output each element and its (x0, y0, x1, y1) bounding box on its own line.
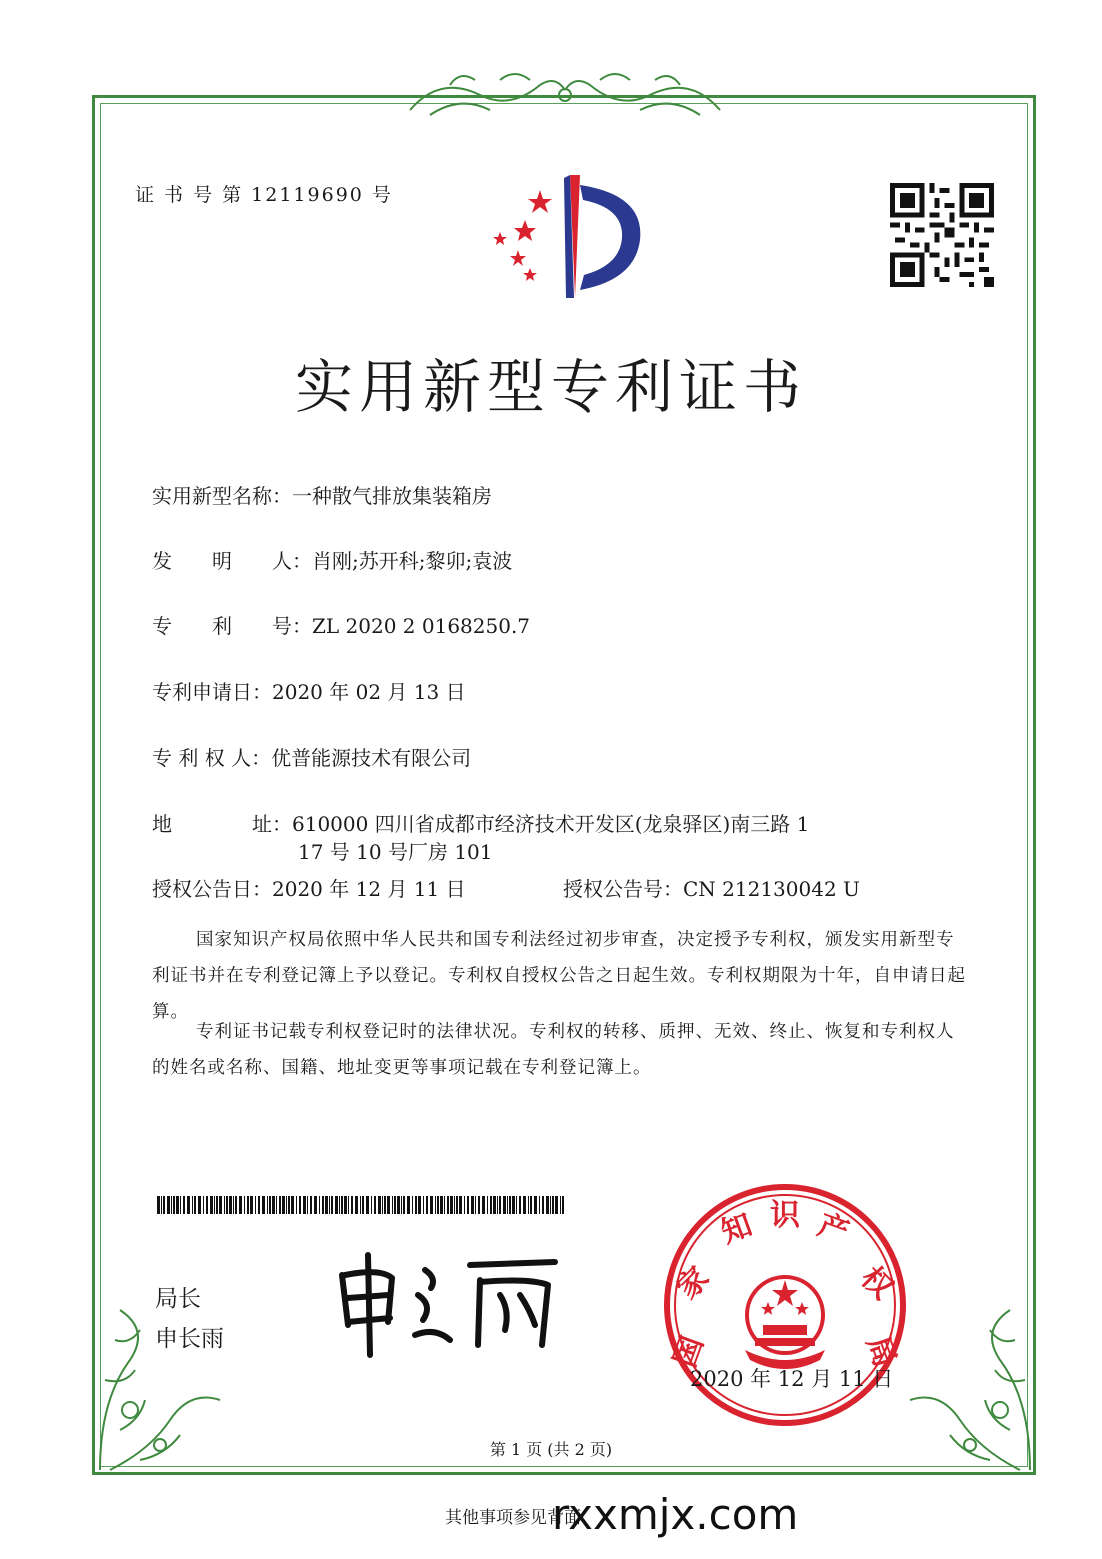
director-name: 申长雨 (155, 1326, 224, 1352)
watermark: rxxmjx.com (552, 1490, 799, 1539)
address-row (152, 808, 809, 837)
field-label: 专利申请日： (152, 680, 272, 704)
svg-text:权: 权 (853, 1260, 900, 1307)
field-label: 专 利 号： (152, 614, 312, 638)
cnipa-logo-icon (480, 170, 650, 300)
svg-text:国: 国 (667, 1331, 711, 1372)
statement-paragraph-1: 国家知识产权局依照中华人民共和国专利法经过初步审查，决定授予专利权，颁发实用新型专利证书并在专利登记簿上予以登记。专利权自授权公告之日起生效。专利权期限为十年，自申请日起算。 (152, 930, 966, 1022)
qr-code-icon[interactable] (890, 183, 994, 287)
patentee-row (152, 742, 471, 771)
grant-date-row (152, 873, 466, 902)
field-label: 地 址： (152, 812, 292, 836)
director-signature (330, 1250, 570, 1360)
svg-text:识: 识 (770, 1198, 800, 1233)
patent-number: ZL 2020 2 0168250.7 (312, 614, 531, 638)
grant-number-row (563, 873, 860, 902)
certificate-title: 实用新型专利证书 (294, 353, 807, 421)
utility-model-name: 一种散气排放集装箱房 (292, 484, 492, 508)
inventor-row (152, 545, 512, 574)
field-label: 实用新型名称： (152, 484, 292, 508)
certificate-number: 证 书 号 第 12119690 号 (135, 184, 393, 206)
inventors: 肖刚;苏开科;黎卯;袁波 (312, 549, 513, 573)
barcode-icon (157, 1196, 565, 1214)
address-line-2: 17 号 10 号厂房 101 (298, 840, 493, 864)
page-number: 第 1 页 (共 2 页) (489, 1440, 613, 1459)
patentee: 优普能源技术有限公司 (271, 746, 472, 770)
field-label: 授权公告号： (563, 877, 683, 901)
svg-text:局: 局 (859, 1331, 903, 1372)
patent-number-row (152, 610, 530, 639)
svg-text:家: 家 (670, 1260, 717, 1307)
statement-paragraph-2: 专利证书记载专利权登记时的法律状况。专利权的转移、质押、无效、终止、恢复和专利权人的姓名或名称、国籍、地址变更等事项记载在专利登记簿上。 (152, 1022, 955, 1078)
grant-number: CN 212130042 U (683, 877, 860, 901)
field-label: 专 利 权 人： (152, 746, 272, 770)
application-date-row (152, 676, 466, 705)
footer-note: 其他事项参见背面 (445, 1508, 581, 1528)
field-label: 发 明 人： (152, 549, 312, 573)
svg-text:产: 产 (813, 1207, 854, 1251)
top-ornament-icon (400, 65, 730, 125)
application-date: 2020 年 02 月 13 日 (272, 680, 466, 704)
svg-text:知: 知 (716, 1207, 757, 1251)
grant-date: 2020 年 12 月 11 日 (272, 877, 466, 901)
address-line-1: 610000 四川省成都市经济技术开发区(龙泉驿区)南三路 1 (292, 812, 810, 836)
field-label: 授权公告日： (152, 877, 272, 901)
seal-date: 2020 年 12 月 11 日 (690, 1367, 894, 1391)
director-title: 局长 (155, 1286, 201, 1312)
utility-model-name-row (152, 480, 492, 509)
